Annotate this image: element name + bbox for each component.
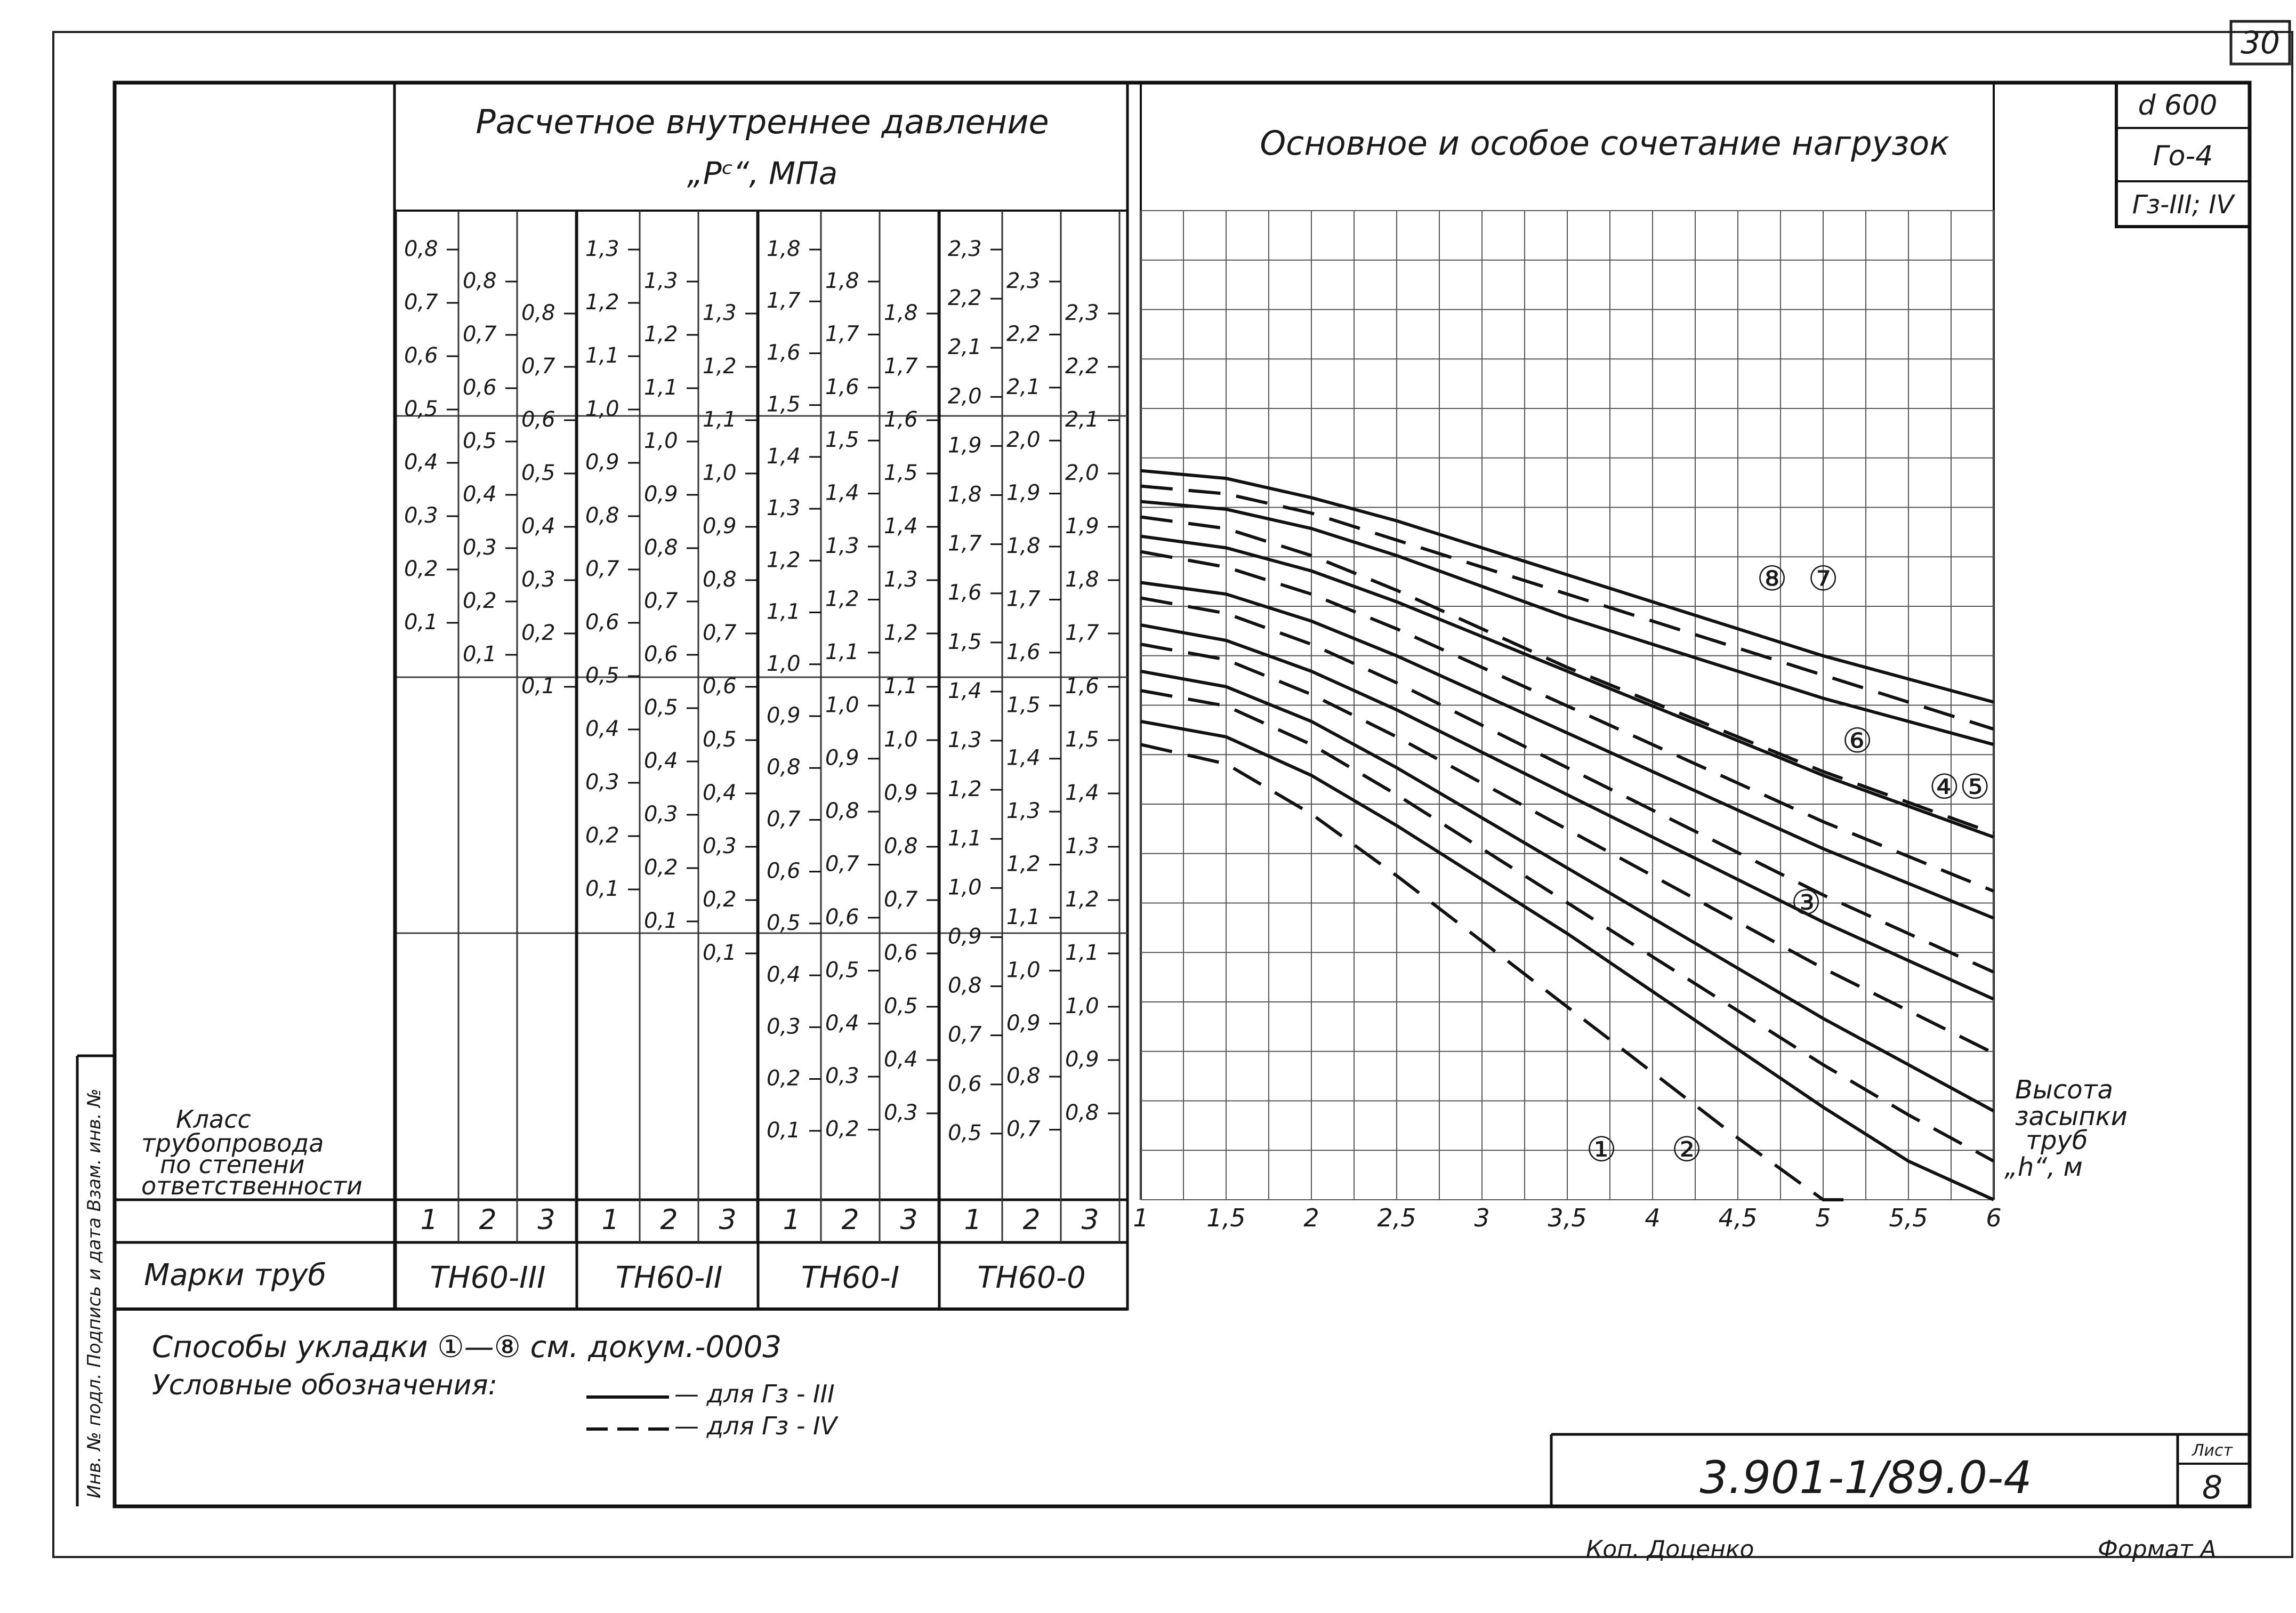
scale-tick-label: 1,9: [1065, 514, 1099, 539]
scale-tick-label: 1,8: [825, 269, 859, 293]
scale-tick-label: 0,9: [948, 924, 982, 949]
scale-tick-label: 0,3: [703, 834, 737, 858]
scale-tick-label: 1,6: [767, 340, 801, 365]
title-block: [1551, 1434, 2250, 1506]
scale-tick-label: 0,1: [585, 877, 619, 901]
scale-tick-label: 0,5: [884, 994, 918, 1018]
scale-tick-label: 1,5: [767, 392, 801, 417]
scale-tick-label: 1,8: [884, 301, 918, 325]
scale-tick-label: 1,2: [825, 587, 859, 612]
scale-tick-label: 1,6: [948, 580, 982, 605]
x-tick-label: 6: [1986, 1203, 2002, 1232]
scale-tick-label: 0,4: [521, 514, 555, 539]
class-number: 3: [719, 1204, 737, 1236]
scale-tick-label: 2,1: [948, 335, 982, 360]
scale-tick-label: 1,7: [825, 322, 859, 347]
scale-tick-label: 1,4: [884, 514, 918, 539]
scale-tick-label: 2,3: [948, 237, 982, 261]
scale-tick-label: 0,9: [884, 781, 918, 805]
scale-tick-label: 0,7: [767, 807, 801, 832]
scale-tick-label: 1,6: [1065, 674, 1099, 699]
scale-tick-label: 0,6: [463, 375, 497, 400]
scale-tick-label: 1,1: [644, 375, 678, 400]
chart-title: Основное и особое сочетание нагрузок: [1260, 124, 1949, 163]
scale-tick-label: 1,3: [884, 567, 918, 592]
scale-tick-label: 1,1: [767, 599, 801, 624]
scale-tick-label: 0,2: [404, 557, 438, 581]
scale-tick-label: 0,9: [644, 482, 678, 507]
scale-tick-label: 0,7: [884, 887, 918, 912]
scale-tick-label: 0,8: [644, 535, 678, 560]
pipe-mark-label: ТН60-0: [977, 1261, 1086, 1295]
legend-title: Условные обозначения:: [152, 1369, 498, 1401]
scale-tick-label: 0,4: [585, 717, 619, 741]
scale-tick-label: 1,8: [948, 482, 982, 507]
scale-tick-label: 0,9: [825, 745, 859, 771]
class-number: 2: [660, 1204, 678, 1236]
scale-tick-label: 1,5: [884, 461, 918, 485]
scale-tick-label: 1,4: [1065, 781, 1099, 805]
scale-tick-label: 2,3: [1006, 269, 1041, 293]
scale-tick-label: 0,5: [703, 727, 737, 752]
scale-tick-label: 1,8: [1006, 534, 1041, 559]
scale-tick-label: 1,4: [767, 444, 801, 469]
scale-tick-label: 1,3: [948, 728, 982, 753]
list-label: Лист: [2192, 1441, 2233, 1460]
scale-tick-label: 1,0: [1006, 958, 1041, 983]
scale-tick-label: 1,2: [644, 322, 678, 347]
scale-tick-label: 0,8: [404, 237, 438, 261]
legend: [586, 1379, 839, 1440]
scale-tick-label: 1,1: [1006, 904, 1041, 929]
scale-tick-label: 1,1: [884, 674, 918, 699]
scale-tick-label: 1,4: [825, 480, 859, 505]
scale-tick-label: 1,2: [703, 354, 737, 379]
class-label-2: трубопровода: [141, 1129, 324, 1158]
class-number: 1: [964, 1204, 982, 1236]
pipe-mark-label: ТН60-III: [430, 1261, 546, 1295]
table-header-line2: „Рᶜ“, МПа: [687, 155, 838, 191]
scale-tick-label: 2,1: [1006, 374, 1041, 399]
class-number: 1: [420, 1204, 438, 1236]
corner-diameter: d 600: [2138, 90, 2218, 122]
scale-tick-label: 1,1: [948, 826, 982, 851]
scale-tick-label: 0,8: [1065, 1101, 1099, 1125]
laying-methods-note: Способы укладки ①—⑧ см. докум.-0003: [152, 1330, 782, 1365]
scale-tick-label: 1,2: [585, 290, 619, 315]
scale-tick-label: 1,6: [825, 374, 859, 399]
x-tick-label: 3,5: [1548, 1203, 1587, 1232]
scale-tick-label: 1,0: [703, 461, 737, 485]
curve-number-label: ②: [1671, 1130, 1702, 1170]
scale-tick-label: 0,1: [521, 674, 555, 699]
curve-number-label: ⑥: [1842, 721, 1873, 761]
scale-tick-label: 0,9: [585, 450, 619, 475]
scale-tick-label: 0,3: [404, 503, 438, 528]
scale-tick-label: 0,2: [521, 621, 555, 645]
scale-tick-label: 0,9: [1065, 1047, 1099, 1072]
class-number: 3: [900, 1204, 918, 1236]
scale-tick-label: 1,2: [1006, 852, 1041, 877]
class-label-1: Класс: [176, 1105, 251, 1134]
list-number: 8: [2202, 1469, 2223, 1506]
scale-tick-label: 0,6: [825, 904, 859, 929]
scale-tick-label: 2,2: [1006, 322, 1041, 347]
scale-tick-label: 1,0: [1065, 994, 1099, 1018]
scale-tick-label: 1,3: [1065, 834, 1099, 858]
scale-tick-label: 1,3: [1006, 799, 1041, 824]
scale-tick-label: 0,9: [767, 703, 801, 728]
scale-tick-label: 0,3: [644, 802, 678, 826]
scale-tick-label: 1,3: [644, 269, 678, 293]
legend-dashed-label: — для Гз - IV: [674, 1411, 837, 1440]
scale-tick-label: 0,7: [948, 1022, 982, 1047]
scale-tick-label: 0,5: [948, 1120, 982, 1145]
scale-tick-label: 1,5: [948, 629, 982, 654]
scale-tick-label: 0,2: [703, 887, 737, 912]
curve-number-label: ⑦: [1808, 559, 1839, 599]
scale-tick-label: 0,2: [825, 1117, 859, 1142]
scale-tick-label: 0,5: [644, 695, 678, 720]
marks-label: Марки труб: [144, 1258, 327, 1293]
scale-tick-label: 0,8: [585, 503, 619, 528]
scale-tick-label: 2,2: [948, 286, 982, 311]
scale-tick-label: 1,4: [1006, 745, 1041, 771]
class-number: 1: [783, 1204, 801, 1236]
scale-tick-label: 1,3: [703, 301, 737, 325]
scale-tick-label: 1,9: [1006, 480, 1041, 505]
scale-tick-label: 0,9: [1006, 1010, 1041, 1036]
scale-tick-label: 0,5: [767, 910, 801, 935]
x-axis-label-line4: „h“, м: [2004, 1152, 2083, 1182]
scale-tick-label: 0,4: [404, 450, 438, 475]
curve-number-label: ③: [1791, 883, 1822, 923]
scale-tick-label: 0,4: [825, 1010, 859, 1036]
scale-tick-label: 0,3: [825, 1064, 859, 1089]
class-label-3: по степени: [160, 1150, 305, 1179]
scale-tick-label: 0,7: [521, 354, 555, 379]
x-tick-label: 5,5: [1889, 1203, 1928, 1232]
scale-tick-label: 0,4: [884, 1047, 918, 1072]
scale-tick-label: 1,3: [767, 496, 801, 521]
scale-tick-label: 0,7: [703, 621, 737, 645]
corner-gz: Гз-III; IV: [2132, 190, 2234, 220]
scale-tick-label: 1,7: [1065, 621, 1099, 645]
scale-tick-label: 0,3: [585, 770, 619, 795]
scale-tick-label: 0,3: [521, 567, 555, 592]
copied-by: Коп. Доценко: [1586, 1536, 1754, 1563]
scale-tick-label: 2,3: [1065, 301, 1099, 325]
scale-tick-label: 1,5: [825, 428, 859, 453]
scale-tick-label: 2,0: [1065, 461, 1099, 485]
scale-tick-label: 1,1: [703, 407, 737, 432]
scale-tick-label: 0,5: [825, 958, 859, 983]
scale-tick-label: 0,8: [948, 973, 982, 998]
scale-tick-label: 0,6: [884, 941, 918, 965]
designation: 3.901-1/89.0-4: [1699, 1451, 2032, 1504]
pipe-mark-label: ТН60-II: [615, 1261, 723, 1295]
scale-tick-label: 2,1: [1065, 407, 1099, 432]
scale-tick-label: 0,1: [463, 642, 497, 667]
scale-tick-label: 1,5: [1065, 727, 1099, 752]
page-number: 30: [2241, 25, 2280, 61]
scale-tick-label: 1,6: [884, 407, 918, 432]
scale-tick-label: 2,0: [1006, 428, 1041, 453]
x-tick-label: 2: [1303, 1203, 1319, 1232]
class-number: 3: [537, 1204, 555, 1236]
pressure-table: [115, 83, 1127, 1309]
curve-1-dashed: [1141, 744, 1857, 1200]
scale-tick-label: 1,8: [767, 237, 801, 261]
scale-tick-label: 1,8: [1065, 567, 1099, 592]
class-number: 2: [1022, 1204, 1041, 1236]
scale-tick-label: 0,8: [521, 301, 555, 325]
x-tick-label: 4,5: [1718, 1203, 1758, 1232]
scale-tick-label: 1,2: [948, 777, 982, 802]
scale-tick-label: 1,4: [948, 678, 982, 703]
scale-tick-label: 0,4: [463, 482, 497, 507]
scale-tick-label: 2,0: [948, 384, 982, 409]
class-number: 3: [1081, 1204, 1099, 1236]
scale-tick-label: 0,2: [644, 855, 678, 880]
scale-tick-label: 1,1: [825, 639, 859, 664]
class-number: 1: [601, 1204, 619, 1236]
scale-tick-label: 1,1: [585, 343, 619, 368]
class-label-4: ответственности: [141, 1171, 362, 1200]
scale-tick-label: 1,7: [1006, 587, 1041, 612]
x-tick-label: 5: [1815, 1203, 1831, 1232]
scale-tick-label: 1,7: [767, 288, 801, 314]
chart-panel: [1133, 83, 2136, 1232]
x-axis-label-line3: труб: [2026, 1126, 2088, 1155]
scale-tick-label: 0,1: [767, 1118, 801, 1143]
scale-tick-label: 1,0: [644, 429, 678, 453]
scale-tick-label: 0,7: [825, 852, 859, 877]
scale-tick-label: 0,4: [644, 749, 678, 773]
scale-tick-label: 0,7: [404, 290, 438, 315]
scale-tick-label: 0,6: [404, 343, 438, 368]
scale-tick-label: 0,6: [703, 674, 737, 699]
scale-tick-label: 0,8: [884, 834, 918, 858]
scale-tick-label: 0,4: [703, 781, 737, 805]
scale-tick-label: 0,1: [703, 941, 737, 965]
x-tick-label: 1,5: [1206, 1203, 1246, 1232]
scale-tick-label: 1,3: [825, 534, 859, 559]
scale-tick-label: 1,7: [948, 531, 982, 556]
scale-tick-label: 0,8: [703, 567, 737, 592]
x-axis-label: [2004, 1075, 2136, 1182]
scale-tick-label: 0,6: [585, 610, 619, 635]
x-tick-label: 2,5: [1377, 1203, 1416, 1232]
scale-tick-label: 1,0: [884, 727, 918, 752]
class-number: 2: [479, 1204, 497, 1236]
scale-tick-label: 0,8: [825, 799, 859, 824]
scale-tick-label: 0,6: [521, 407, 555, 432]
scale-tick-label: 0,5: [585, 663, 619, 688]
scale-tick-label: 0,7: [1006, 1117, 1041, 1142]
curve-number-label: ①: [1586, 1130, 1617, 1170]
scale-tick-label: 1,2: [1065, 887, 1099, 912]
scale-tick-label: 0,2: [463, 589, 497, 613]
x-axis-label-line1: Высота: [2015, 1075, 2113, 1105]
x-tick-label: 3: [1474, 1203, 1490, 1232]
side-stamp-text: Инв. № подл. Подпись и дата Взам. инв. №: [84, 1088, 105, 1498]
scale-tick-label: 1,2: [767, 548, 801, 573]
scale-tick-label: 0,6: [644, 642, 678, 667]
scale-tick-label: 0,6: [948, 1071, 982, 1096]
scale-tick-label: 0,2: [585, 823, 619, 848]
curve-number-label: ④⑤: [1929, 767, 1991, 807]
class-number: 2: [841, 1204, 859, 1236]
pipe-mark-label: ТН60-I: [801, 1261, 900, 1295]
scale-tick-label: 1,3: [585, 237, 619, 261]
scale-tick-label: 1,5: [1006, 693, 1041, 718]
scale-tick-label: 1,0: [948, 875, 982, 900]
corner-box: [2116, 83, 2250, 227]
format-label: Формат А: [2098, 1536, 2217, 1563]
table-header-line1: Расчетное внутреннее давление: [476, 102, 1049, 141]
scale-tick-label: 1,1: [1065, 941, 1099, 965]
side-stamp: [77, 1056, 115, 1506]
curve-number-label: ⑧: [1757, 559, 1787, 599]
scale-tick-label: 0,1: [644, 909, 678, 933]
scale-tick-label: 1,7: [884, 354, 918, 379]
scale-tick-label: 0,3: [884, 1101, 918, 1125]
scale-tick-label: 0,8: [1006, 1064, 1041, 1089]
scale-tick-label: 2,2: [1065, 354, 1099, 379]
scale-tick-label: 0,3: [767, 1014, 801, 1039]
x-tick-label: 4: [1645, 1203, 1661, 1232]
scale-tick-label: 0,7: [463, 322, 497, 347]
scale-tick-label: 0,2: [767, 1066, 801, 1091]
legend-solid-label: — для Гз - III: [674, 1379, 835, 1408]
scale-tick-label: 0,7: [585, 557, 619, 581]
scale-tick-label: 0,8: [463, 269, 497, 293]
scale-tick-label: 0,5: [521, 461, 555, 485]
scale-tick-label: 1,6: [1006, 639, 1041, 664]
scale-tick-label: 1,0: [585, 397, 619, 421]
scale-tick-label: 1,9: [948, 433, 982, 458]
scale-tick-label: 0,4: [767, 962, 801, 988]
scale-tick-label: 0,5: [404, 397, 438, 421]
scale-tick-label: 0,5: [463, 429, 497, 453]
scale-tick-label: 0,9: [703, 514, 737, 539]
corner-go: Го-4: [2153, 140, 2213, 172]
scale-tick-label: 0,1: [404, 610, 438, 635]
scale-tick-label: 0,7: [644, 589, 678, 613]
x-tick-label: 1: [1133, 1203, 1149, 1232]
scale-tick-label: 0,8: [767, 755, 801, 780]
scale-tick-label: 1,2: [884, 621, 918, 645]
scale-tick-label: 0,3: [463, 535, 497, 560]
x-axis-label-line2: засыпки: [2015, 1102, 2128, 1131]
scale-tick-label: 0,6: [767, 858, 801, 884]
scale-tick-label: 1,0: [767, 651, 801, 676]
scale-tick-label: 1,0: [825, 693, 859, 718]
